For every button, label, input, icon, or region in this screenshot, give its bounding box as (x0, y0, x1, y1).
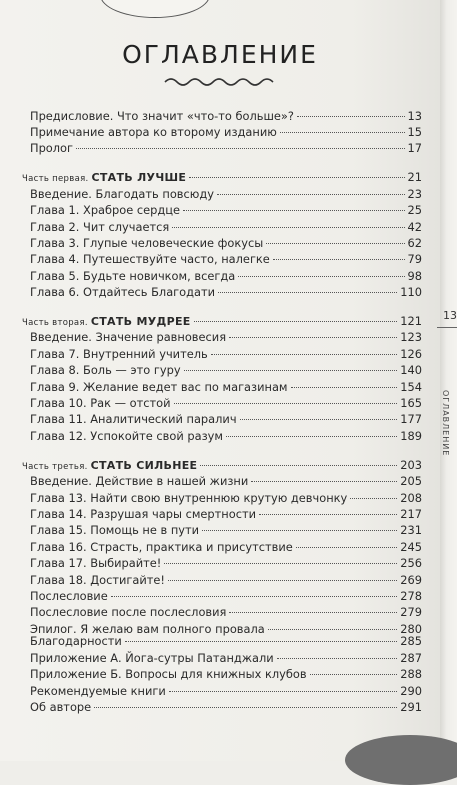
toc-entry-title: Глава 8. Боль — это гуру (30, 363, 181, 377)
toc-entry (30, 523, 422, 539)
toc-entry (30, 236, 422, 252)
toc-entry-page-number: 256 (400, 556, 422, 570)
dot-leader (202, 530, 397, 531)
toc-entry (30, 203, 422, 219)
part-title: СТАТЬ ЛУЧШЕ (91, 171, 187, 184)
dot-leader (94, 707, 397, 708)
dot-leader (76, 148, 405, 149)
toc-entry (30, 589, 422, 605)
dot-leader (164, 563, 397, 564)
toc-entry-title: Глава 14. Разрушая чары смертности (30, 507, 257, 521)
toc-entry-page-number: 269 (400, 573, 422, 587)
toc-entry (30, 347, 422, 363)
toc-entry-page-number: 62 (407, 236, 422, 250)
toc-entry (30, 634, 422, 650)
toc-entry-title: Предисловие. Что значит «что-то больше»? (30, 109, 294, 123)
toc-part-heading (22, 458, 422, 474)
toc-entry (30, 187, 422, 203)
toc-entry (30, 573, 422, 589)
toc-entry-title: Благодарности (30, 634, 122, 648)
toc-entry-page-number: 203 (400, 458, 422, 472)
toc-entry (30, 540, 422, 556)
toc-entry-page-number: 126 (400, 347, 422, 361)
part-prefix: Часть первая. (22, 174, 89, 184)
toc-entry-title: Пролог (30, 141, 73, 155)
toc-entry-page-number: 13 (407, 109, 422, 123)
toc-entry-page-number: 231 (400, 523, 422, 537)
dot-leader (238, 276, 404, 277)
toc-entry (30, 429, 422, 445)
toc-entry (30, 412, 422, 428)
toc-entry-page-number: 291 (400, 700, 422, 714)
facing-page-edge (440, 0, 457, 761)
toc-entry-title (22, 170, 186, 184)
toc-entry (30, 380, 422, 396)
dot-leader (168, 580, 397, 581)
dot-leader (310, 674, 398, 675)
toc-entry (30, 363, 422, 379)
toc-entry-page-number: 110 (400, 285, 422, 299)
dot-leader (259, 514, 397, 515)
toc-entry-title: Введение. Благодать повсюду (30, 187, 214, 201)
toc-entry (30, 700, 422, 716)
toc-entry-title: Глава 12. Успокойте свой разум (30, 429, 223, 443)
toc-entry (30, 220, 422, 236)
dot-leader (251, 481, 397, 482)
toc-entry-page-number: 17 (407, 141, 422, 155)
toc-entry-page-number: 79 (407, 252, 422, 266)
toc-entry-page-number: 42 (407, 220, 422, 234)
dot-leader (189, 177, 404, 178)
dot-leader (296, 547, 398, 548)
dot-leader (183, 210, 404, 211)
toc-entry-page-number: 288 (400, 667, 422, 681)
toc-entry-title: Приложение Б. Вопросы для книжных клубов (30, 667, 307, 681)
dot-leader (240, 419, 398, 420)
dot-leader (268, 629, 398, 630)
toc-entry-title: Эпилог. Я желаю вам полного провала (30, 622, 265, 636)
toc-entry-page-number: 23 (407, 187, 422, 201)
dot-leader (194, 321, 398, 322)
toc-entry (30, 285, 422, 301)
toc-entry-title: Глава 5. Будьте новичком, всегда (30, 269, 236, 283)
toc-entry-title: Глава 10. Рак — отстой (30, 396, 171, 410)
toc-entry (30, 556, 422, 572)
toc-entry (30, 651, 422, 667)
toc-entry (30, 109, 422, 125)
toc-entry-title: Послесловие (30, 589, 108, 603)
toc-entry (30, 396, 422, 412)
edge-rule (437, 327, 457, 328)
dot-leader (350, 498, 397, 499)
toc-entry-title: Глава 13. Найти свою внутреннюю крутую девчонку (30, 491, 348, 505)
dot-leader (226, 436, 397, 437)
toc-entry-page-number: 285 (400, 634, 422, 648)
toc-entry (30, 474, 422, 490)
dot-leader (184, 370, 398, 371)
toc-entry (30, 684, 422, 700)
page-title: ОГЛАВЛЕНИЕ (122, 40, 318, 69)
part-title: СТАТЬ МУДРЕЕ (90, 315, 191, 328)
toc-entry-page-number: 189 (400, 429, 422, 443)
toc-entry (30, 125, 422, 141)
toc-entry-title: Глава 6. Отдайтесь Благодати (30, 285, 216, 299)
dot-leader (174, 403, 398, 404)
part-title: СТАТЬ СИЛЬНЕЕ (90, 459, 198, 472)
edge-page-number: 13 (443, 309, 457, 322)
toc-entry-page-number: 287 (400, 651, 422, 665)
toc-entry-page-number: 279 (400, 605, 422, 619)
toc-entry-page-number: 123 (400, 330, 422, 344)
dot-leader (211, 354, 398, 355)
toc-entry-page-number: 25 (407, 203, 422, 217)
toc-entry (30, 491, 422, 507)
toc-entry-page-number: 15 (407, 125, 422, 139)
toc-entry (30, 269, 422, 285)
toc-part-heading (22, 314, 422, 330)
toc-entry-page-number: 290 (400, 684, 422, 698)
toc-entry-title: Рекомендуемые книги (30, 684, 166, 698)
toc-entry-title: Глава 2. Чит случается (30, 220, 170, 234)
toc-entry-page-number: 278 (400, 589, 422, 603)
part-prefix: Часть третья. (22, 462, 88, 472)
toc-entry-page-number: 177 (400, 412, 422, 426)
toc-entry (30, 507, 422, 523)
toc-entry-title: Глава 16. Страсть, практика и присутствие (30, 540, 293, 554)
dot-leader (111, 596, 398, 597)
toc-entry-page-number: 154 (400, 380, 422, 394)
toc-entry-page-number: 140 (400, 363, 422, 377)
toc-entry-title: Послесловие после послесловия (30, 605, 227, 619)
toc-entry-title: Примечание автора ко второму изданию (30, 125, 277, 139)
toc-entry-page-number: 280 (400, 622, 422, 636)
dot-leader (200, 465, 397, 466)
toc-entry-page-number: 245 (400, 540, 422, 554)
dot-leader (280, 132, 405, 133)
toc-entry-page-number: 165 (400, 396, 422, 410)
toc-entry-title (22, 314, 191, 328)
dot-leader (218, 292, 397, 293)
toc-entry-title: Введение. Значение равновесия (30, 330, 227, 344)
dot-leader (217, 194, 405, 195)
toc-entry-title: Глава 9. Желание ведет вас по магазинам (30, 380, 288, 394)
toc-entry-title: Глава 18. Достигайте! (30, 573, 166, 587)
part-prefix: Часть вторая. (22, 318, 88, 328)
toc-entry-title (22, 458, 197, 472)
toc-entry-page-number: 121 (400, 314, 422, 328)
dot-leader (172, 227, 404, 228)
dot-leader (273, 259, 405, 260)
dot-leader (277, 658, 398, 659)
toc-entry (30, 330, 422, 346)
toc-entry-title: Об авторе (30, 700, 92, 714)
edge-running-head: ОГЛАВЛЕНИЕ (441, 390, 450, 457)
toc-entry (30, 667, 422, 683)
toc-entry-title: Глава 17. Выбирайте! (30, 556, 162, 570)
dot-leader (297, 116, 405, 117)
toc-entry-title: Глава 1. Храброе сердце (30, 203, 181, 217)
dot-leader (229, 337, 397, 338)
toc-entry-title: Глава 15. Помощь не в пути (30, 523, 200, 537)
toc-entry-page-number: 217 (400, 507, 422, 521)
toc-entry-title: Глава 7. Внутренний учитель (30, 347, 208, 361)
dot-leader (125, 641, 397, 642)
dot-leader (169, 691, 398, 692)
toc-entry-page-number: 98 (407, 269, 422, 283)
toc-entry (30, 605, 422, 621)
toc-entry-page-number: 21 (407, 170, 422, 184)
toc-entry-page-number: 208 (400, 491, 422, 505)
toc-entry-title: Глава 11. Аналитический паралич (30, 412, 237, 426)
toc-entry (30, 141, 422, 157)
toc-entry-page-number: 205 (400, 474, 422, 488)
toc-part-heading (22, 170, 422, 186)
dot-leader (229, 612, 397, 613)
toc-entry-title: Глава 4. Путешествуйте часто, налегке (30, 252, 270, 266)
toc-entry (30, 252, 422, 268)
toc-entry-title: Глава 3. Глупые человеческие фокусы (30, 236, 264, 250)
dot-leader (291, 387, 398, 388)
dot-leader (266, 243, 404, 244)
toc-entry-title: Введение. Действие в нашей жизни (30, 474, 249, 488)
toc-entry-title: Приложение А. Йога-сутры Патанджали (30, 651, 274, 665)
